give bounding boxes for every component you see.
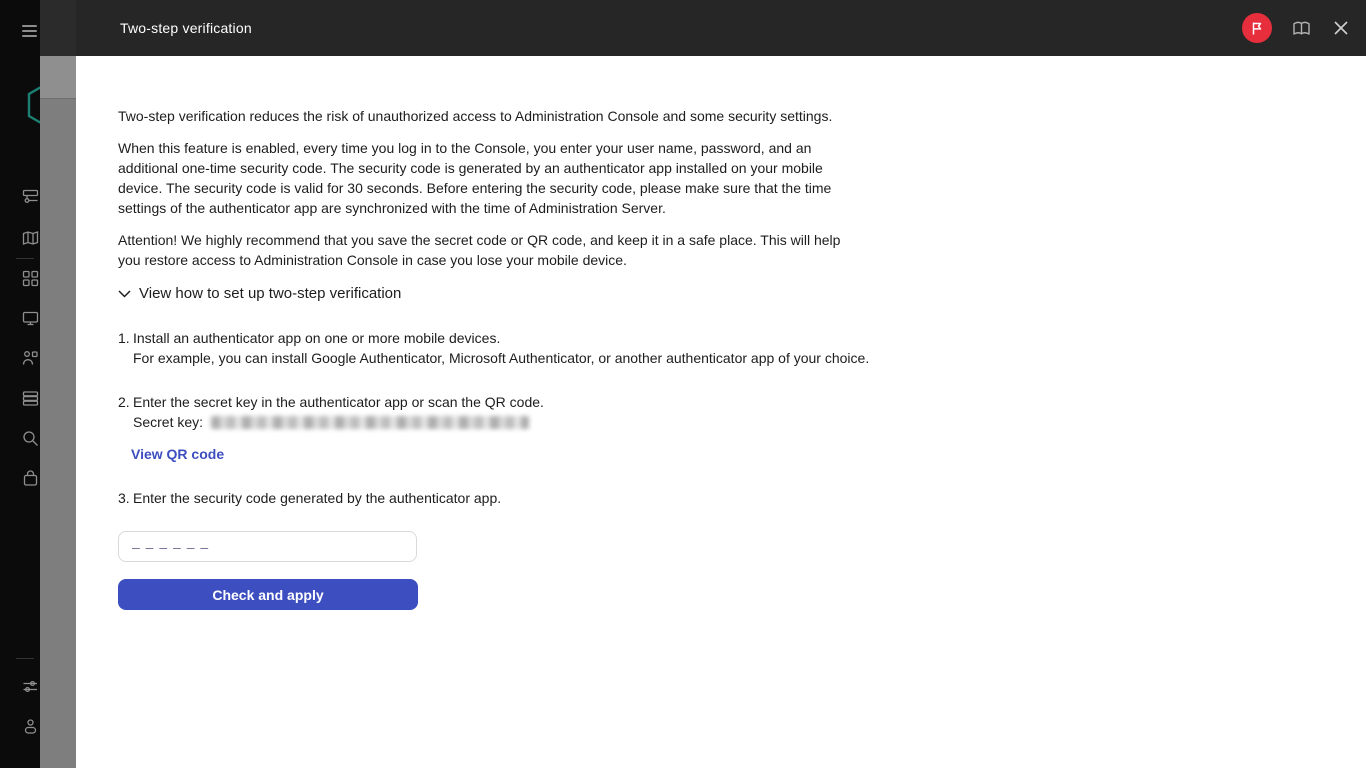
monitoring-icon[interactable] [22, 188, 39, 205]
step-2 [118, 392, 878, 464]
sidebar-divider [16, 258, 34, 259]
search-icon[interactable] [22, 430, 39, 447]
setup-steps [118, 328, 1366, 508]
kaspersky-hexagon-logo [27, 82, 40, 128]
dimmed-header [40, 0, 76, 56]
setup-instructions-label: View how to set up two-step verification [139, 285, 402, 302]
dimmed-page-overlay [40, 0, 76, 768]
panel-title: Two-step verification [120, 20, 252, 36]
step-number: 2. [118, 394, 130, 410]
dimmed-content [40, 99, 76, 768]
marketplace-bag-icon[interactable] [22, 470, 39, 487]
security-code-input[interactable] [118, 531, 417, 562]
sidebar [0, 0, 40, 768]
panel-header [76, 0, 1366, 56]
close-icon [1334, 21, 1348, 35]
chevron-down-icon [118, 290, 131, 298]
sidebar-divider [16, 658, 34, 659]
secret-key-redacted [211, 416, 529, 429]
whats-new-flag-button[interactable] [1242, 13, 1272, 43]
step-number: 1. [118, 330, 130, 346]
repositories-icon[interactable] [22, 390, 39, 407]
intro-text: Two-step verification reduces the risk of unauthorized access to Administration Console and some security settings. [118, 108, 833, 124]
users-icon[interactable] [22, 350, 39, 367]
assets-book-icon[interactable] [22, 230, 39, 247]
step-1 [118, 328, 878, 368]
step-title: Install an authenticator app on one or more mobile devices. [133, 330, 501, 346]
help-book-button[interactable] [1290, 17, 1312, 39]
view-qr-code-link[interactable]: View QR code [131, 446, 225, 462]
check-and-apply-button[interactable]: Check and apply [118, 579, 418, 610]
setup-instructions-toggle[interactable] [118, 283, 1366, 305]
step-title: Enter the security code generated by the authenticator app. [133, 490, 502, 506]
step-title: Enter the secret key in the authenticator app or scan the QR code. [133, 394, 544, 410]
step-number: 3. [118, 490, 130, 506]
panel-body [76, 56, 1366, 768]
hamburger-menu-icon[interactable] [22, 25, 37, 37]
book-icon [1292, 21, 1311, 36]
devices-grid-icon[interactable] [22, 270, 39, 287]
step-3 [118, 488, 878, 508]
step-detail: For example, you can install Google Authenticator, Microsoft Authenticator, or another authenticator app of your choice. [133, 350, 870, 366]
description-text: When this feature is enabled, every time you log in to the Console, you enter your user name, password, and an additional one-time security code. The security code is generated by an authenticator app installed on your mobile device. The security code is valid for 30 seconds. Before entering the security code, please make sure that the time settings of the authenticator app are synchronized with the time of Administration Server. [118, 140, 832, 216]
secret-key-label: Secret key: [133, 414, 204, 430]
dimmed-toolbar [40, 56, 76, 98]
flag-icon [1249, 20, 1265, 36]
settings-sliders-icon[interactable] [22, 678, 39, 695]
header-actions [1242, 0, 1352, 56]
attention-text: Attention! We highly recommend that you save the secret code or QR code, and keep it in a safe place. This will help you restore access to Administration Console in case you lose your mobile device. [118, 232, 841, 268]
account-person-icon[interactable] [22, 718, 39, 735]
monitor-icon[interactable] [22, 310, 39, 327]
two-step-verification-panel [76, 0, 1366, 768]
close-button[interactable] [1330, 17, 1352, 39]
